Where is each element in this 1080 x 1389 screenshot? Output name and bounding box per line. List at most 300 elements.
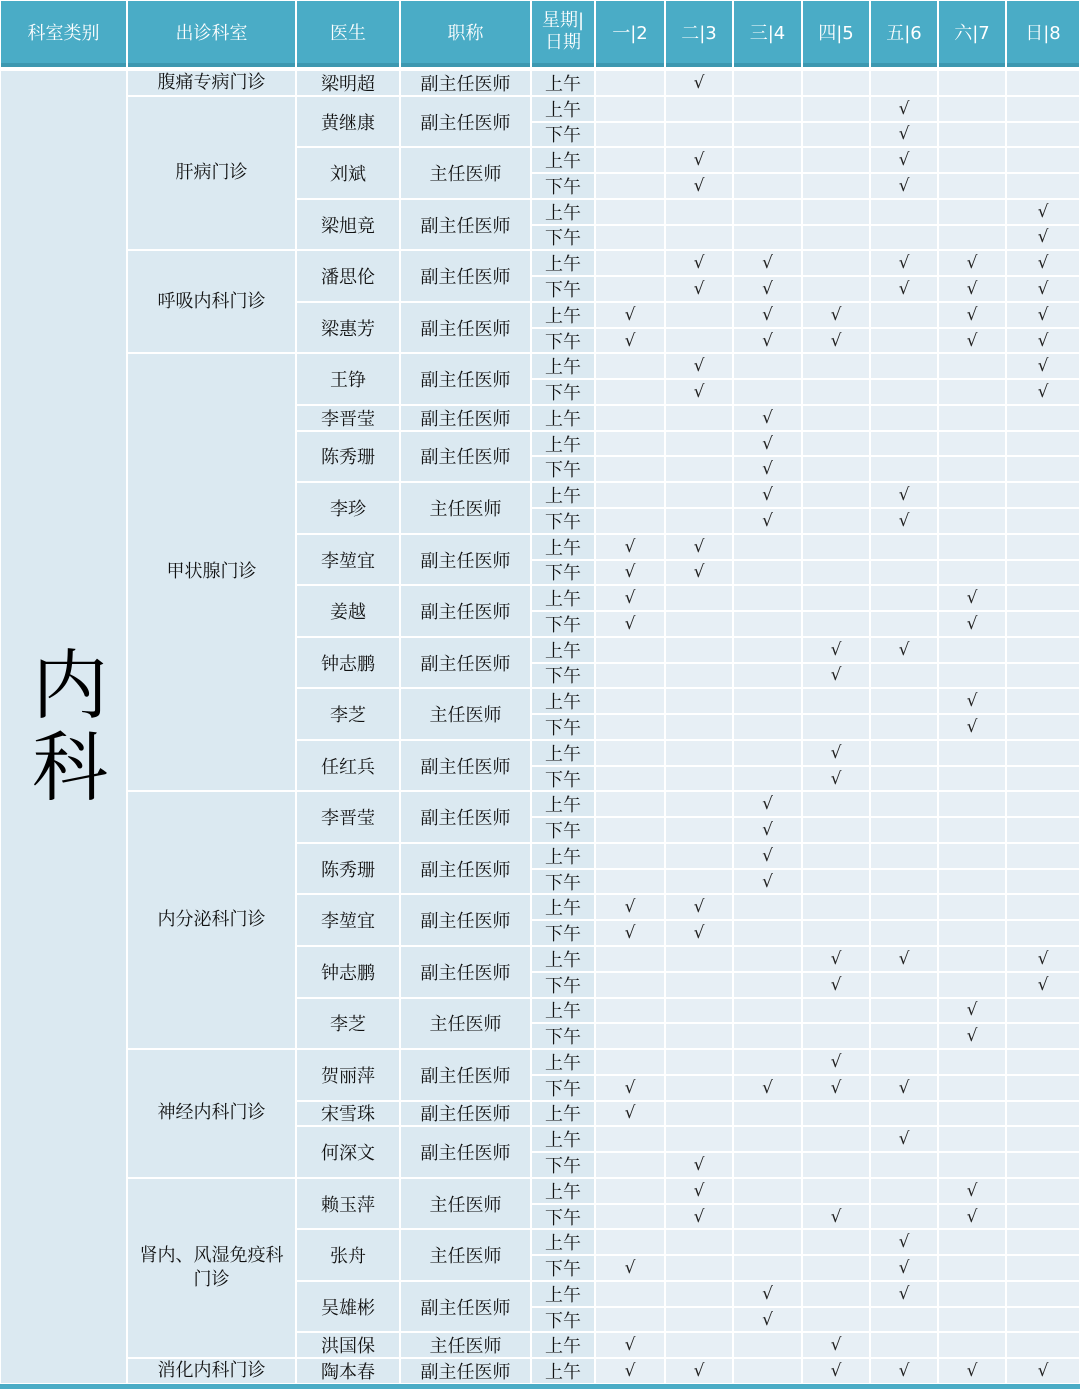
check-mark: √ [596, 1076, 664, 1100]
bottom-bar [0, 1384, 1080, 1389]
check-mark: √ [871, 277, 937, 301]
schedule-cell [734, 715, 801, 739]
schedule-cell [1007, 870, 1079, 894]
schedule-cell [596, 97, 664, 121]
schedule-cell [871, 1024, 937, 1048]
schedule-cell [734, 1205, 801, 1229]
schedule-cell [596, 432, 664, 456]
schedule-cell [666, 432, 732, 456]
check-mark: √ [596, 586, 664, 610]
schedule-cell [596, 1230, 664, 1254]
schedule-cell [734, 947, 801, 971]
schedule-cell [596, 689, 664, 713]
check-mark: √ [596, 895, 664, 919]
schedule-cell [803, 715, 869, 739]
check-mark: √ [803, 767, 869, 791]
schedule-cell [596, 148, 664, 172]
check-mark: √ [939, 277, 1005, 301]
schedule-cell [939, 818, 1005, 842]
schedule-cell [1007, 715, 1079, 739]
schedule-cell [666, 586, 732, 610]
session-period: 下午 [532, 226, 594, 250]
schedule-cell [803, 380, 869, 404]
schedule-cell [1007, 432, 1079, 456]
schedule-cell [734, 174, 801, 198]
schedule-cell [803, 895, 869, 919]
session-period: 下午 [532, 1153, 594, 1177]
schedule-cell [803, 200, 869, 224]
check-mark: √ [734, 457, 801, 481]
schedule-cell [939, 457, 1005, 481]
schedule-cell [871, 741, 937, 765]
check-mark: √ [871, 483, 937, 507]
doctor-title: 副主任医师 [401, 303, 530, 353]
session-period: 下午 [532, 1308, 594, 1332]
schedule-cell [596, 71, 664, 95]
doctor-name: 梁明超 [297, 71, 399, 95]
header-doctor: 医生 [297, 1, 399, 67]
doctor-name: 李堃宜 [297, 895, 399, 945]
check-mark: √ [666, 277, 732, 301]
doctor-name: 陈秀珊 [297, 844, 399, 894]
schedule-cell [596, 741, 664, 765]
doctor-name: 李晋莹 [297, 406, 399, 430]
session-period: 上午 [532, 71, 594, 95]
check-mark: √ [1007, 1359, 1079, 1383]
check-mark: √ [734, 870, 801, 894]
check-mark: √ [1007, 200, 1079, 224]
check-mark: √ [734, 509, 801, 533]
schedule-cell [1007, 1205, 1079, 1229]
session-period: 上午 [532, 1359, 594, 1383]
schedule-cell [871, 689, 937, 713]
check-mark: √ [666, 148, 732, 172]
schedule-cell [596, 947, 664, 971]
schedule-cell [666, 1308, 732, 1332]
schedule-cell [734, 664, 801, 688]
doctor-title: 副主任医师 [401, 947, 530, 997]
department-name: 内分泌科门诊 [128, 792, 295, 1048]
schedule-cell [939, 148, 1005, 172]
header-day: 五|6 [871, 1, 937, 67]
schedule-cell [871, 586, 937, 610]
check-mark: √ [734, 251, 801, 275]
check-mark: √ [871, 148, 937, 172]
department-name: 甲状腺门诊 [128, 354, 295, 790]
schedule-cell [734, 148, 801, 172]
doctor-title: 副主任医师 [401, 200, 530, 250]
department-name: 神经内科门诊 [128, 1050, 295, 1177]
schedule-cell [1007, 689, 1079, 713]
schedule-cell [939, 483, 1005, 507]
schedule-cell [939, 844, 1005, 868]
schedule-cell [871, 895, 937, 919]
schedule-cell [666, 1333, 732, 1357]
schedule-cell [871, 457, 937, 481]
schedule-cell [871, 1153, 937, 1177]
check-mark: √ [1007, 277, 1079, 301]
schedule-cell [1007, 148, 1079, 172]
session-period: 下午 [532, 818, 594, 842]
check-mark: √ [803, 664, 869, 688]
check-mark: √ [596, 921, 664, 945]
doctor-title: 副主任医师 [401, 895, 530, 945]
check-mark: √ [871, 251, 937, 275]
check-mark: √ [666, 921, 732, 945]
session-period: 上午 [532, 432, 594, 456]
doctor-name: 李堃宜 [297, 535, 399, 585]
schedule-cell [596, 1282, 664, 1306]
check-mark: √ [734, 277, 801, 301]
schedule-cell [803, 432, 869, 456]
check-mark: √ [1007, 354, 1079, 378]
check-mark: √ [939, 1205, 1005, 1229]
schedule-cell [939, 432, 1005, 456]
check-mark: √ [596, 612, 664, 636]
check-mark: √ [666, 1205, 732, 1229]
session-period: 下午 [532, 123, 594, 147]
schedule-cell [803, 1127, 869, 1151]
header-day: 三|4 [734, 1, 801, 67]
check-mark: √ [803, 1359, 869, 1383]
category-label: 内科 [1, 71, 126, 1383]
check-mark: √ [666, 1359, 732, 1383]
check-mark: √ [803, 1050, 869, 1074]
check-mark: √ [871, 1127, 937, 1151]
session-period: 上午 [532, 535, 594, 559]
schedule-cell [596, 380, 664, 404]
doctor-name: 潘思伦 [297, 251, 399, 301]
schedule-cell [734, 123, 801, 147]
session-period: 上午 [532, 638, 594, 662]
schedule-cell [803, 1308, 869, 1332]
schedule-cell [803, 792, 869, 816]
schedule-cell [666, 792, 732, 816]
check-mark: √ [596, 535, 664, 559]
check-mark: √ [803, 303, 869, 327]
schedule-cell [803, 354, 869, 378]
schedule-cell [1007, 1333, 1079, 1357]
schedule-cell [871, 792, 937, 816]
schedule-cell [939, 380, 1005, 404]
schedule-cell [939, 1127, 1005, 1151]
doctor-title: 副主任医师 [401, 432, 530, 482]
schedule-cell [734, 1102, 801, 1126]
doctor-name: 何深文 [297, 1127, 399, 1177]
schedule-cell [1007, 999, 1079, 1023]
session-period: 下午 [532, 380, 594, 404]
doctor-title: 副主任医师 [401, 1050, 530, 1100]
doctor-name: 梁惠芳 [297, 303, 399, 353]
schedule-cell [734, 1024, 801, 1048]
schedule-cell [666, 97, 732, 121]
schedule-cell [734, 200, 801, 224]
doctor-name: 赖玉萍 [297, 1179, 399, 1229]
schedule-cell [1007, 818, 1079, 842]
schedule-cell [734, 689, 801, 713]
schedule-cell [939, 174, 1005, 198]
schedule-cell [871, 200, 937, 224]
schedule-cell [666, 1024, 732, 1048]
session-period: 下午 [532, 715, 594, 739]
doctor-title: 主任医师 [401, 999, 530, 1049]
check-mark: √ [596, 1333, 664, 1357]
schedule-cell [871, 1102, 937, 1126]
session-period: 下午 [532, 664, 594, 688]
schedule-cell [596, 226, 664, 250]
session-period: 上午 [532, 1050, 594, 1074]
schedule-cell [666, 1076, 732, 1100]
doctor-title: 副主任医师 [401, 844, 530, 894]
schedule-cell [939, 1282, 1005, 1306]
schedule-cell [803, 406, 869, 430]
check-mark: √ [596, 329, 664, 353]
schedule-cell [803, 870, 869, 894]
schedule-cell [871, 354, 937, 378]
schedule-cell [1007, 1076, 1079, 1100]
schedule-cell [871, 1308, 937, 1332]
schedule-cell [803, 1102, 869, 1126]
session-period: 下午 [532, 870, 594, 894]
check-mark: √ [871, 123, 937, 147]
schedule-cell [871, 767, 937, 791]
schedule-cell [1007, 895, 1079, 919]
schedule-cell [596, 1050, 664, 1074]
schedule-cell [939, 406, 1005, 430]
schedule-cell [596, 200, 664, 224]
schedule-cell [803, 509, 869, 533]
session-period: 下午 [532, 1024, 594, 1048]
doctor-title: 主任医师 [401, 1230, 530, 1280]
schedule-cell [1007, 561, 1079, 585]
schedule-cell [1007, 535, 1079, 559]
schedule-cell [871, 973, 937, 997]
check-mark: √ [1007, 947, 1079, 971]
schedule-cell [939, 97, 1005, 121]
schedule-cell [939, 947, 1005, 971]
schedule-cell [596, 1153, 664, 1177]
schedule-cell [734, 1153, 801, 1177]
doctor-title: 副主任医师 [401, 1102, 530, 1126]
schedule-cell [871, 612, 937, 636]
schedule-cell [734, 1127, 801, 1151]
check-mark: √ [1007, 380, 1079, 404]
session-period: 下午 [532, 509, 594, 533]
doctor-name: 陈秀珊 [297, 432, 399, 482]
schedule-cell [1007, 612, 1079, 636]
check-mark: √ [871, 97, 937, 121]
schedule-cell [666, 1256, 732, 1280]
session-period: 上午 [532, 689, 594, 713]
check-mark: √ [1007, 973, 1079, 997]
check-mark: √ [1007, 251, 1079, 275]
schedule-cell [1007, 1179, 1079, 1203]
doctor-name: 吴雄彬 [297, 1282, 399, 1332]
schedule-cell [803, 1256, 869, 1280]
schedule-cell [1007, 123, 1079, 147]
schedule-cell [939, 767, 1005, 791]
schedule-cell [939, 792, 1005, 816]
schedule-cell [1007, 1308, 1079, 1332]
schedule-cell [596, 818, 664, 842]
schedule-cell [1007, 664, 1079, 688]
schedule-cell [596, 844, 664, 868]
schedule-cell [939, 1256, 1005, 1280]
check-mark: √ [666, 174, 732, 198]
schedule-cell [1007, 1102, 1079, 1126]
schedule-cell [734, 767, 801, 791]
schedule-cell [871, 999, 937, 1023]
schedule-cell [596, 792, 664, 816]
schedule-cell [666, 1050, 732, 1074]
session-period: 上午 [532, 999, 594, 1023]
check-mark: √ [939, 251, 1005, 275]
doctor-title: 主任医师 [401, 1333, 530, 1357]
schedule-cell [803, 251, 869, 275]
schedule-cell [803, 148, 869, 172]
check-mark: √ [871, 509, 937, 533]
session-period: 下午 [532, 561, 594, 585]
schedule-cell [596, 973, 664, 997]
header-day: 六|7 [939, 1, 1005, 67]
doctor-title: 主任医师 [401, 148, 530, 198]
schedule-cell [666, 973, 732, 997]
schedule-cell [666, 818, 732, 842]
schedule-cell [803, 483, 869, 507]
department-name: 呼吸内科门诊 [128, 251, 295, 352]
doctor-title: 副主任医师 [401, 1359, 530, 1383]
schedule-cell [1007, 767, 1079, 791]
schedule-cell [734, 561, 801, 585]
schedule-cell [1007, 457, 1079, 481]
check-mark: √ [596, 561, 664, 585]
schedule-cell [666, 947, 732, 971]
department-name: 腹痛专病门诊 [128, 71, 295, 95]
header-title: 职称 [401, 1, 530, 67]
check-mark: √ [803, 1205, 869, 1229]
schedule-cell [596, 174, 664, 198]
schedule-cell [803, 97, 869, 121]
schedule-cell [666, 999, 732, 1023]
doctor-title: 副主任医师 [401, 535, 530, 585]
schedule-cell [596, 123, 664, 147]
check-mark: √ [734, 406, 801, 430]
schedule-cell [1007, 844, 1079, 868]
schedule-cell [871, 226, 937, 250]
check-mark: √ [1007, 303, 1079, 327]
check-mark: √ [871, 174, 937, 198]
schedule-cell [939, 1333, 1005, 1357]
schedule-cell [1007, 509, 1079, 533]
doctor-name: 任红兵 [297, 741, 399, 791]
doctor-name: 李芝 [297, 999, 399, 1049]
schedule-cell [803, 818, 869, 842]
check-mark: √ [734, 432, 801, 456]
doctor-title: 副主任医师 [401, 586, 530, 636]
schedule-cell [666, 612, 732, 636]
check-mark: √ [939, 612, 1005, 636]
check-mark: √ [939, 586, 1005, 610]
doctor-title: 副主任医师 [401, 1127, 530, 1177]
schedule-cell [939, 354, 1005, 378]
check-mark: √ [871, 1359, 937, 1383]
check-mark: √ [596, 1359, 664, 1383]
schedule-cell [803, 999, 869, 1023]
doctor-title: 副主任医师 [401, 638, 530, 688]
schedule-cell [666, 226, 732, 250]
header-date: 日期 [545, 32, 581, 53]
session-period: 上午 [532, 741, 594, 765]
schedule-cell [596, 483, 664, 507]
schedule-cell [666, 329, 732, 353]
check-mark: √ [939, 329, 1005, 353]
check-mark: √ [871, 638, 937, 662]
schedule-cell [939, 1153, 1005, 1177]
schedule-cell [803, 612, 869, 636]
session-period: 上午 [532, 586, 594, 610]
schedule-cell [871, 715, 937, 739]
session-period: 上午 [532, 354, 594, 378]
header-day: 日|8 [1007, 1, 1079, 67]
schedule-cell [734, 380, 801, 404]
schedule-cell [596, 664, 664, 688]
schedule-cell [803, 226, 869, 250]
schedule-cell [596, 1308, 664, 1332]
header-weekday: 星期| [541, 10, 585, 31]
session-period: 上午 [532, 947, 594, 971]
schedule-cell [871, 1179, 937, 1203]
schedule-cell [596, 715, 664, 739]
doctor-title: 副主任医师 [401, 97, 530, 147]
schedule-cell [734, 354, 801, 378]
schedule-cell [803, 1179, 869, 1203]
session-period: 上午 [532, 1230, 594, 1254]
schedule-cell [871, 1050, 937, 1074]
schedule-cell [803, 457, 869, 481]
schedule-cell [1007, 1153, 1079, 1177]
session-period: 下午 [532, 612, 594, 636]
header-weekday-date [532, 1, 594, 67]
schedule-cell [1007, 1050, 1079, 1074]
schedule-cell [666, 664, 732, 688]
check-mark: √ [734, 329, 801, 353]
check-mark: √ [803, 329, 869, 353]
schedule-cell [734, 999, 801, 1023]
schedule-cell [666, 1127, 732, 1151]
schedule-cell [1007, 406, 1079, 430]
schedule-cell [939, 973, 1005, 997]
schedule-cell [666, 1230, 732, 1254]
schedule-cell [939, 535, 1005, 559]
schedule-cell [939, 895, 1005, 919]
schedule-cell [596, 406, 664, 430]
schedule-cell [734, 1359, 801, 1383]
schedule-cell [1007, 1230, 1079, 1254]
header-department: 出诊科室 [128, 1, 295, 67]
schedule-cell [871, 844, 937, 868]
schedule-cell [871, 664, 937, 688]
department-name: 肾内、风湿免疫科门诊 [128, 1179, 295, 1357]
doctor-name: 梁旭竟 [297, 200, 399, 250]
schedule-cell [871, 921, 937, 945]
check-mark: √ [1007, 329, 1079, 353]
doctor-title: 副主任医师 [401, 251, 530, 301]
schedule-cell [666, 741, 732, 765]
schedule-cell [871, 329, 937, 353]
doctor-name: 李晋莹 [297, 792, 399, 842]
session-period: 上午 [532, 97, 594, 121]
schedule-cell [871, 561, 937, 585]
